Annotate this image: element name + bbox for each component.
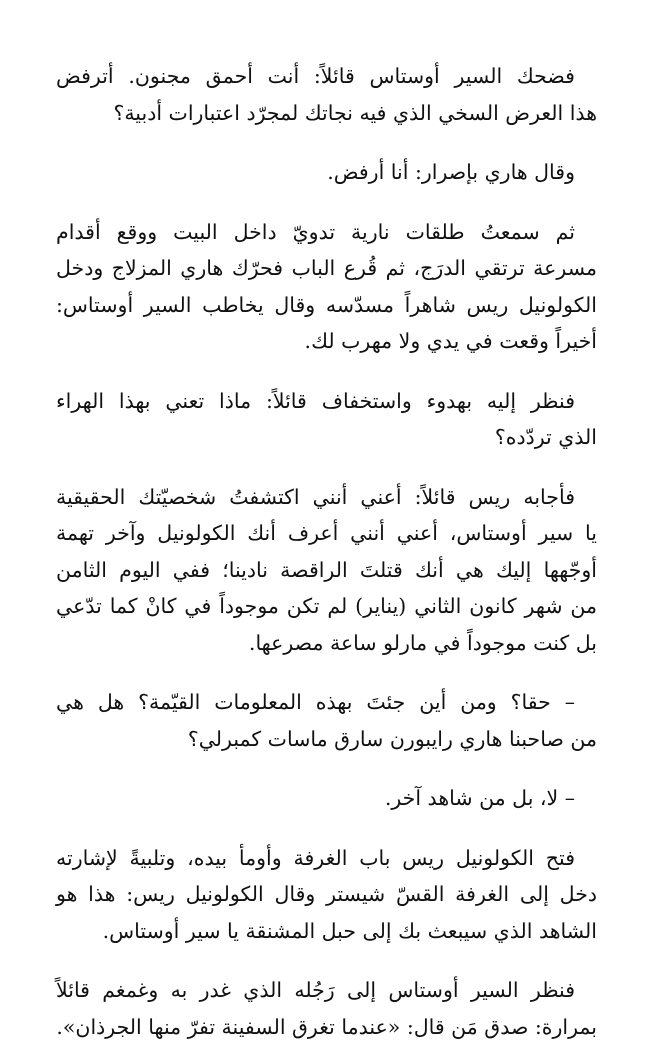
text-line: فنظر السير أوستاس إلى رَجُله الذي غدر به وغمغم قائلاً	[56, 972, 597, 1009]
paragraph	[56, 479, 597, 662]
text-line: هذا العرض السخي الذي فيه نجاتك لمجرّد اعتبارات أدبية؟	[56, 95, 597, 132]
text-line: أخيراً وقعت في يدي ولا مهرب لك.	[56, 323, 597, 360]
text-line: من شهر كانون الثاني (يناير) لم تكن موجوداً في كانْ كما تدّعي	[56, 588, 597, 625]
text-line: أوجّهها إليك هي أنك قتلتَ الراقصة نادينا؛ ففي اليوم الثامن	[56, 552, 597, 589]
text-line: وقال هاري بإصرار: أنا أرفض.	[56, 154, 597, 191]
paragraph	[56, 214, 597, 360]
paragraph	[56, 58, 597, 131]
text-line: فنظر إليه بهدوء واستخفاف قائلاً: ماذا تعني بهذا الهراء	[56, 383, 597, 420]
text-line: الذي تردّده؟	[56, 419, 597, 456]
text-line: فأجابه ريس قائلاً: أعني أنني اكتشفتُ شخصيّتك الحقيقية	[56, 479, 597, 516]
paragraph	[56, 840, 597, 950]
text-line: بمرارة: صدق مَن قال: «عندما تغرق السفينة تفرّ منها الجرذان».	[56, 1009, 597, 1045]
text-line: من صاحبنا هاري رايبورن سارق ماسات كمبرلي؟	[56, 721, 597, 758]
paragraph	[56, 383, 597, 456]
text-line: فتح الكولونيل ريس باب الغرفة وأومأ بيده، وتلبيةً لإشارته	[56, 840, 597, 877]
text-line: يا سير أوستاس، أعني أنني أعرف أنك الكولونيل وآخر تهمة	[56, 515, 597, 552]
text-line: فضحك السير أوستاس قائلاً: أنت أحمق مجنون. أترفض	[56, 58, 597, 95]
paragraph	[56, 972, 597, 1045]
text-line: ثم سمعتُ طلقات نارية تدويّ داخل البيت ووقع أقدام	[56, 214, 597, 251]
text-line: مسرعة ترتقي الدرَج، ثم قُرع الباب فحرّك هاري المزلاج ودخل	[56, 250, 597, 287]
text-line: – لا، بل من شاهد آخر.	[56, 780, 597, 817]
text-line: دخل إلى الغرفة القسّ شيستر وقال الكولونيل ريس: هذا هو	[56, 876, 597, 913]
text-line: الشاهد الذي سيبعث بك إلى حبل المشنقة يا سير أوستاس.	[56, 913, 597, 950]
text-line: – حقا؟ ومن أين جئتَ بهذه المعلومات القيّمة؟ هل هي	[56, 684, 597, 721]
text-line: بل كنت موجوداً في مارلو ساعة مصرعها.	[56, 625, 597, 662]
paragraph	[56, 780, 597, 817]
paragraph	[56, 684, 597, 757]
paragraph	[56, 154, 597, 191]
text-line: الكولونيل ريس شاهراً مسدّسه وقال يخاطب السير أوستاس:	[56, 287, 597, 324]
